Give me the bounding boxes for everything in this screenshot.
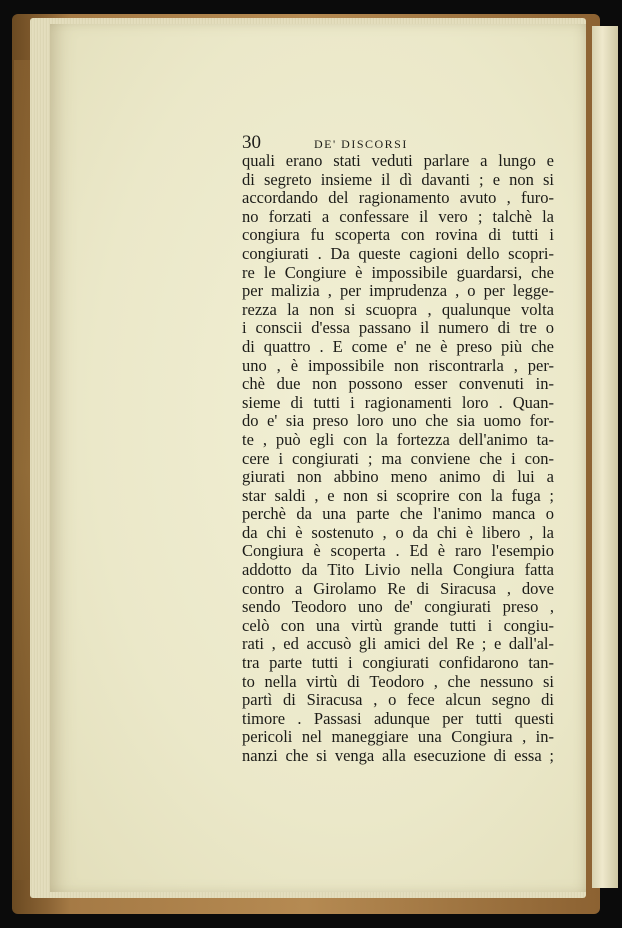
text-line: contro a Girolamo Re di Siracusa , dove <box>242 578 554 598</box>
text-line: tra parte tutti i congiurati confidarono tan- <box>242 653 554 673</box>
text-line: di quattro . E come e' ne è preso più che <box>242 336 554 356</box>
text-line: no forzati a confessare il vero ; talchè la <box>242 206 554 226</box>
text-line: per malizia , per imprudenza , o per legge- <box>242 281 554 301</box>
text-line: rati , ed accusò gli amici del Re ; e dall'al- <box>242 634 554 654</box>
text-line: di segreto insieme il dì davanti ; e non si <box>242 169 554 189</box>
page-number: 30 <box>242 132 261 153</box>
text-line: quali erano stati veduti parlare a lungo e <box>242 151 554 170</box>
text-line: partì di Siracusa , o fece alcun segno di <box>242 690 554 710</box>
text-line: accordando del ragionamento avuto , furo- <box>242 188 554 208</box>
text-line: Congiura è scoperta . Ed è raro l'esempio <box>242 541 554 561</box>
text-line: congiura fu scoperta con rovina di tutti i <box>242 225 554 245</box>
text-line: chè due non possono esser convenuti in- <box>242 374 554 394</box>
text-line: star saldi , e non si scoprire con la fuga ; <box>242 485 554 505</box>
cover-edge-stain <box>14 60 30 880</box>
facing-page-edge <box>592 26 618 888</box>
text-line: cere i congiurati ; ma conviene che i con- <box>242 448 554 468</box>
text-line: do e' sia preso loro uno che sia uomo for- <box>242 411 554 431</box>
text-line: addotto da Tito Livio nella Congiura fatta <box>242 560 554 580</box>
text-line: i conscii d'essa passano il numero di tre o <box>242 318 554 338</box>
text-line: te , può egli con la fortezza dell'animo ta- <box>242 429 554 449</box>
text-line: da chi è sostenuto , o da chi è libero , la <box>242 522 554 542</box>
text-line: nanzi che si venga alla esecuzione di essa ; <box>242 746 554 765</box>
text-line: uno , è impossibile non riscontrarla , per- <box>242 355 554 375</box>
text-line: sieme di tutti i ragionamenti loro . Quan- <box>242 392 554 412</box>
text-line: pericoli nel maneggiare una Congiura , in- <box>242 727 554 747</box>
text-line: timore . Passasi adunque per tutti questi <box>242 708 554 728</box>
text-line: rezza la non si scuopra , qualunque volta <box>242 299 554 319</box>
text-line: giurati non abbino meno animo di lui a <box>242 467 554 487</box>
text-line: re le Congiure è impossibile guardarsi, che <box>242 262 554 282</box>
running-title: DE' DISCORSI <box>314 137 408 151</box>
text-line: to nella virtù di Teodoro , che nessuno si <box>242 671 554 691</box>
text-line: perchè da una parte che l'animo manca o <box>242 504 554 524</box>
body-text <box>242 152 554 766</box>
text-line: celò con una virtù grande tutti i congiu- <box>242 615 554 635</box>
text-line: congiurati . Da queste cagioni dello scopri- <box>242 243 554 263</box>
text-line: sendo Teodoro uno de' congiurati preso , <box>242 597 554 617</box>
